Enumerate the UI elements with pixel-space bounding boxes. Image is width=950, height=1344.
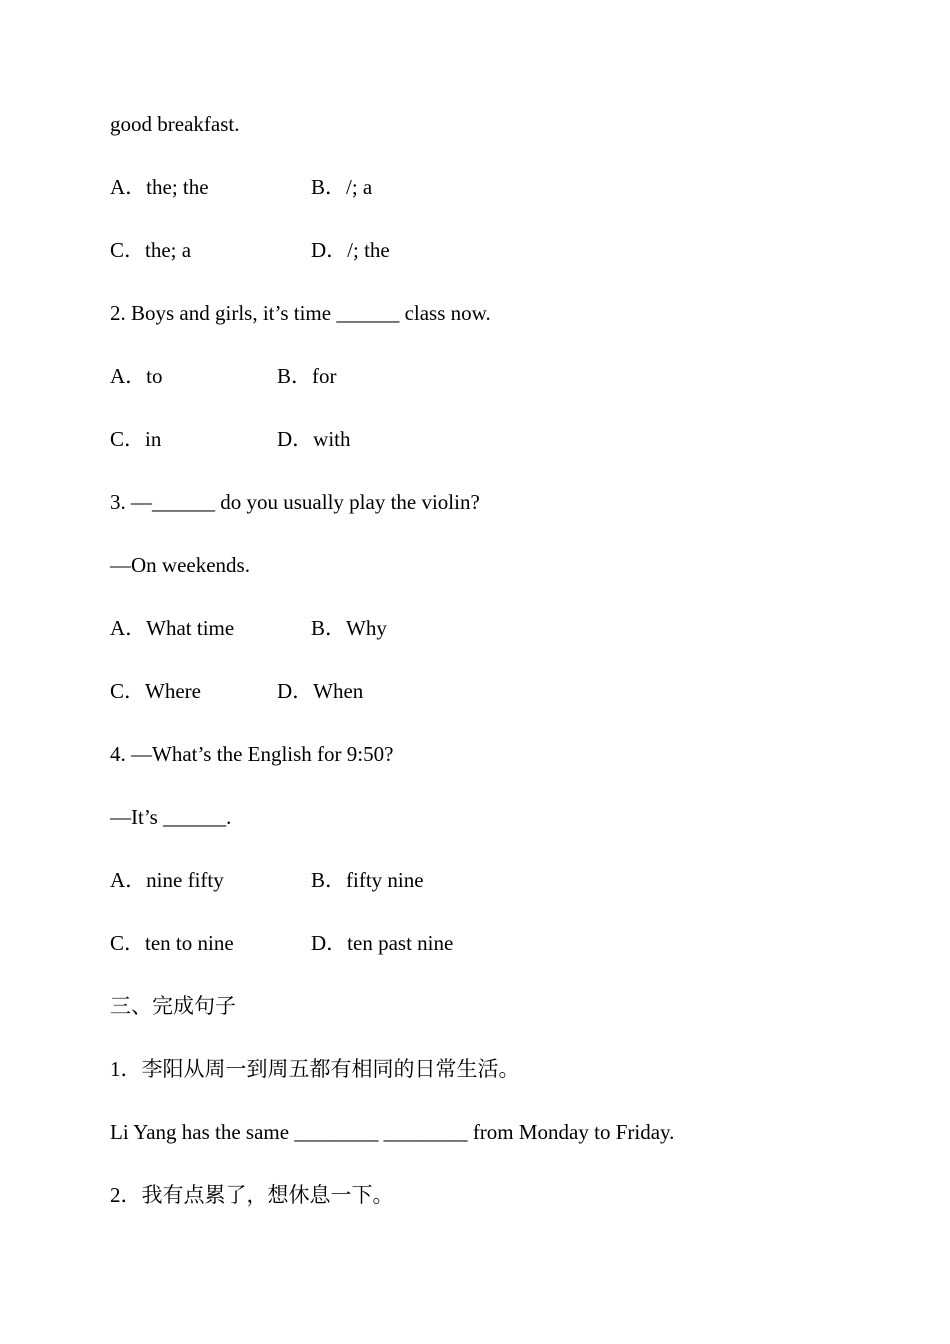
q2-option-b: B．for xyxy=(277,364,337,388)
question-1-stem-end: good breakfast. xyxy=(110,112,240,136)
q4-option-c: C．ten to nine xyxy=(110,931,234,955)
q2-option-a: A．to xyxy=(110,364,163,388)
q1-option-d: D．/; the xyxy=(311,238,390,262)
question-3: 3. —______ do you usually play the violin? xyxy=(110,490,480,514)
q3-option-d: D．When xyxy=(277,679,364,703)
q2-option-d: D．with xyxy=(277,427,351,451)
question-3-reply: —On weekends. xyxy=(110,553,250,577)
q4-option-d: D．ten past nine xyxy=(311,931,454,955)
q3-option-a: A．What time xyxy=(110,616,235,640)
q3-option-c: C．Where xyxy=(110,679,201,703)
q4-option-a: A．nine fifty xyxy=(110,868,224,892)
question-2: 2. Boys and girls, it’s time ______ class now. xyxy=(110,301,491,325)
section-3-heading: 三、完成句子 xyxy=(110,994,236,1018)
question-4: 4. —What’s the English for 9:50? xyxy=(110,742,394,766)
q4-option-b: B．fifty nine xyxy=(311,868,424,892)
q1-option-c: C．the; a xyxy=(110,238,192,262)
sentence-1-english: Li Yang has the same ________ ________ from Monday to Friday. xyxy=(110,1120,675,1144)
sentence-2-chinese: 2．我有点累了，想休息一下。 xyxy=(110,1183,394,1207)
q1-option-b: B．/; a xyxy=(311,175,373,199)
question-4-reply: —It’s ______. xyxy=(110,805,232,829)
q3-option-b: B．Why xyxy=(311,616,387,640)
q1-option-a: A．the; the xyxy=(110,175,209,199)
sentence-1-chinese: 1．李阳从周一到周五都有相同的日常生活。 xyxy=(110,1057,520,1081)
q2-option-c: C．in xyxy=(110,427,162,451)
